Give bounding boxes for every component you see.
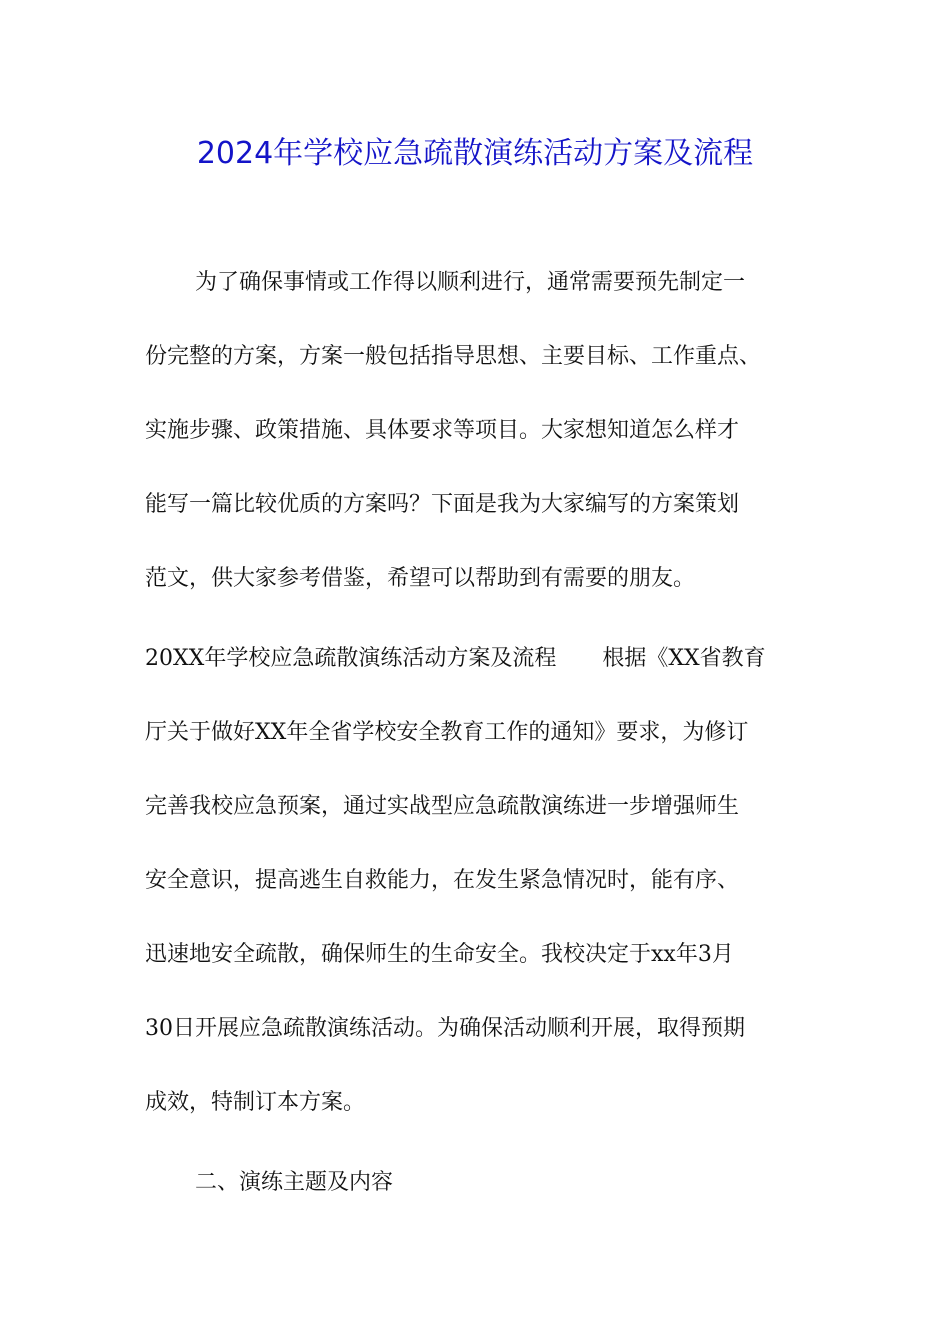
main-line: 厅关于做好XX年全省学校安全教育工作的通知》要求，为修订 (145, 720, 749, 745)
main-line: 完善我校应急预案，通过实战型应急疏散演练进一步增强师生 (145, 794, 740, 819)
intro-line: 能写一篇比较优质的方案吗？下面是我为大家编写的方案策划 (145, 492, 740, 517)
section-heading-block (145, 1146, 825, 1220)
intro-paragraph (145, 246, 825, 616)
intro-line: 为了确保事情或工作得以顺利进行，通常需要预先制定一 (195, 270, 746, 295)
document-title: 2024年学校应急疏散演练活动方案及流程 (196, 136, 754, 171)
main-line: 30日开展应急疏散演练活动。为确保活动顺利开展，取得预期 (145, 1016, 745, 1041)
section-heading: 二、演练主题及内容 (195, 1170, 394, 1195)
intro-line: 实施步骤、政策措施、具体要求等项目。大家想知道怎么样才 (145, 418, 740, 443)
main-line-first (145, 622, 825, 696)
main-first-segment: 根据《XX省教育 (602, 646, 766, 671)
inline-subtitle: 20XX年学校应急疏散演练活动方案及流程 (145, 646, 557, 671)
intro-line: 范文，供大家参考借鉴，希望可以帮助到有需要的朋友。 (145, 566, 696, 591)
main-line: 安全意识，提高逃生自救能力，在发生紧急情况时，能有序、 (145, 868, 740, 893)
main-line: 成效，特制订本方案。 (145, 1090, 366, 1115)
intro-line: 份完整的方案，方案一般包括指导思想、主要目标、工作重点、 (145, 344, 762, 369)
main-line: 迅速地安全疏散，确保师生的生命安全。我校决定于xx年3月 (145, 942, 734, 967)
main-paragraph (145, 622, 825, 1140)
